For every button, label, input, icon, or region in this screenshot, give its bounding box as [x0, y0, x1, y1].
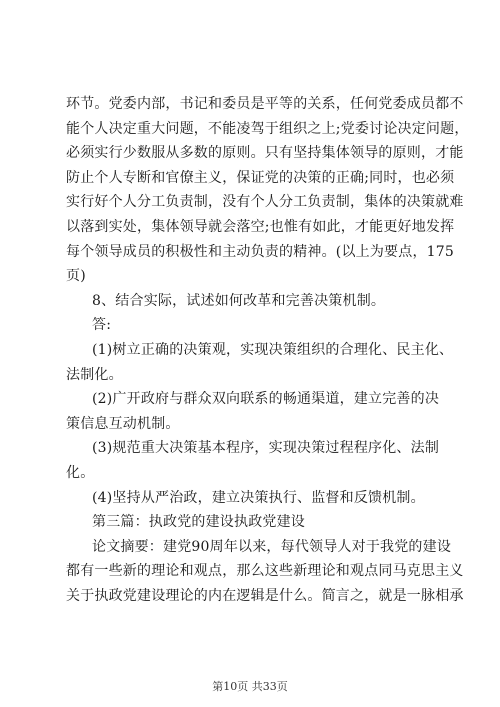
text-line: 防止个人专断和官僚主义，保证党的决策的正确;同时，也必须 — [66, 169, 455, 186]
text-line: 第三篇：执政党的建设执政党建设 — [92, 514, 305, 531]
text-line: 都有一些新的理论和观点，那么这些新理论和观点同马克思主义 — [66, 563, 464, 580]
text-line: (1)树立正确的决策观，实现决策组织的合理化、民主化、 — [92, 341, 454, 358]
text-line: 法制化。 — [66, 366, 123, 383]
text-line: 8、结合实际，试述如何改革和完善决策机制。 — [92, 292, 386, 309]
text-line: (3)规范重大决策基本程序，实现决策过程程序化、法制 — [92, 440, 440, 457]
text-line: 以落到实处，集体领导就会落空;也惟有如此，才能更好地发挥 — [66, 218, 455, 235]
text-line: 论文摘要：建党90周年以来，每代领导人对于我党的建设 — [92, 538, 452, 555]
text-line: 答: — [92, 317, 112, 334]
text-line: 每个领导成员的积极性和主动负责的精神。(以上为要点，175 — [66, 243, 454, 260]
text-line: (2)广开政府与群众双向联系的畅通渠道，建立完善的决 — [92, 391, 440, 408]
text-line: 环节。党委内部，书记和委员是平等的关系，任何党委成员都不 — [66, 96, 464, 112]
text-line: 策信息互动机制。 — [66, 415, 180, 432]
page-footer: 第10页 共33页 — [212, 680, 288, 693]
text-line: 页) — [66, 268, 86, 285]
text-line: 关于执政党建设理论的内在逻辑是什么。简言之，就是一脉相承 — [66, 587, 464, 604]
text-line: 化。 — [66, 464, 95, 481]
body-text — [66, 92, 469, 608]
text-line: (4)坚持从严治政，建立决策执行、监督和反馈机制。 — [92, 489, 425, 506]
text-line: 实行好个人分工负责制，没有个人分工负责制，集体的决策就难 — [66, 194, 464, 211]
text-line: 必须实行少数服从多数的原则。只有坚持集体领导的原则，才能 — [66, 145, 464, 162]
text-line: 能个人决定重大问题，不能凌驾于组织之上;党委讨论决定问题， — [66, 120, 469, 137]
